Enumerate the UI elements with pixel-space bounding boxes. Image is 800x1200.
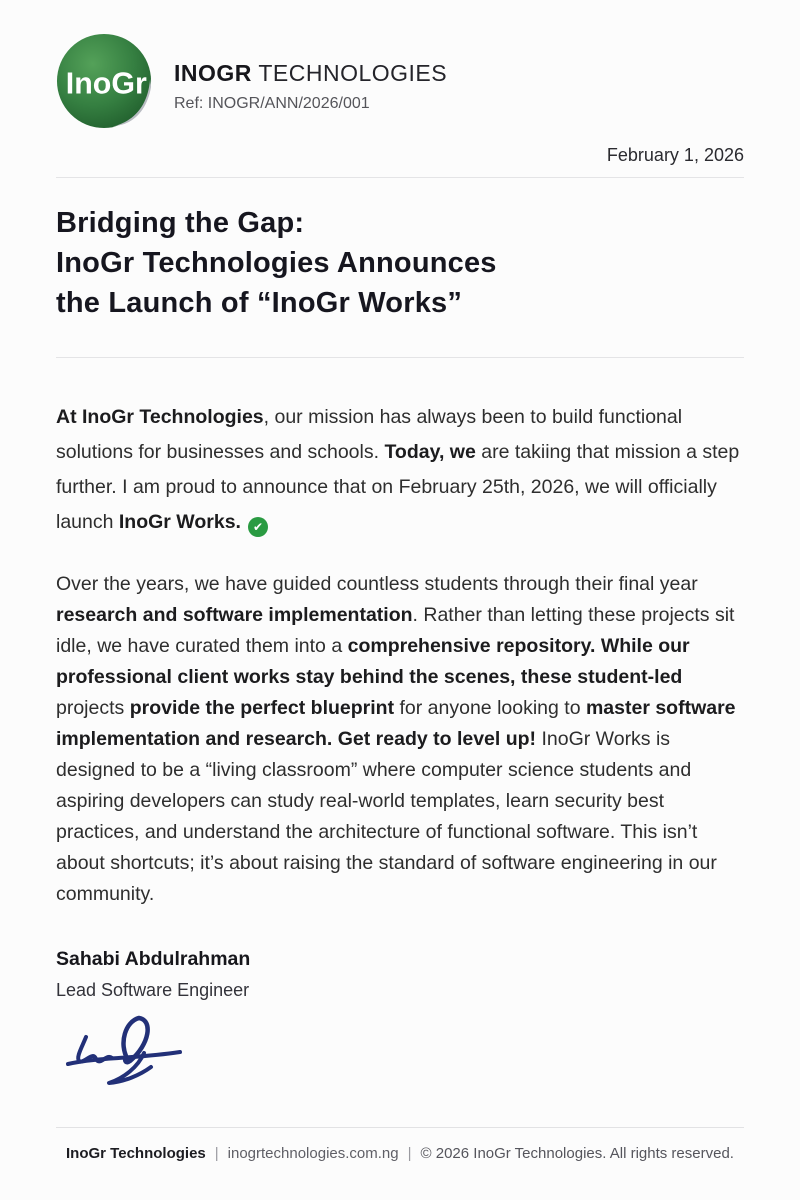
divider-under-title	[56, 357, 744, 358]
signatory-name: Sahabi Abdulrahman	[56, 948, 251, 970]
text-segment: research and software implementation	[56, 604, 413, 626]
text-segment: InoGr Works is designed to be a “living classroom” where computer science students and aspiring developers can study real-world templates, learn security best practices, and understand the architecture of functional software. This isn’t about shortcuts; it’s about raising the standard of software engineering in our community.	[56, 728, 717, 905]
text-segment: , our mission has always been to build functional solutions for businesses and schools.	[56, 406, 683, 463]
signatory-role: Lead Software Engineer	[56, 980, 250, 1000]
text-segment: for anyone looking to	[394, 697, 586, 719]
body-paragraph-1	[56, 400, 744, 540]
reference-number: Ref: INOGR/ANN/2026/001	[174, 95, 370, 112]
text-segment: Over the years, we have guided countless students through their final year	[56, 573, 698, 595]
page-footer	[56, 1127, 744, 1162]
footer-separator-1: |	[214, 1145, 219, 1162]
footer-company-name: InoGr Technologies	[66, 1145, 206, 1162]
text-segment: InoGr Works.	[118, 511, 241, 533]
company-wordmark	[174, 60, 744, 87]
text-segment: comprehensive repository. While our professional client works stay behind the scenes, these student-led	[56, 635, 690, 688]
body-paragraph-2	[56, 569, 744, 910]
signature-block	[56, 948, 744, 1094]
announcement-title	[56, 203, 744, 323]
text-segment: Today, we	[384, 441, 476, 463]
text-segment: At InoGr Technologies	[56, 406, 264, 428]
title-line-2: InoGr Technologies Announces	[56, 247, 497, 279]
handwritten-signature	[64, 1011, 744, 1094]
footer-copyright: © 2026 InoGr Technologies. All rights reserved.	[420, 1145, 734, 1162]
letter-date: February 1, 2026	[606, 145, 744, 165]
text-segment: master software implementation and research. Get ready to level up!	[56, 697, 736, 750]
divider-top	[56, 177, 744, 178]
check-circle-icon: ✔	[248, 517, 268, 537]
footer-website: inogrtechnologies.com.ng	[227, 1145, 399, 1162]
wordmark-rest: TECHNOLOGIES	[251, 60, 448, 86]
logo-text: InoGr	[65, 66, 147, 101]
company-logo-graphic	[56, 32, 154, 130]
title-line-1: Bridging the Gap:	[56, 207, 305, 239]
signature-graphic	[64, 1011, 199, 1089]
text-segment: projects	[56, 697, 130, 719]
letterhead	[56, 0, 744, 135]
company-wordmark-block	[174, 54, 744, 113]
text-segment: are takiing that mission a step further. I am proud to announce that on February 25th, 2026, we will officially launch	[56, 441, 740, 533]
footer-separator-2: |	[407, 1145, 412, 1162]
text-segment: provide the perfect blueprint	[129, 697, 395, 719]
wordmark-bold: INOGR	[174, 60, 252, 86]
text-segment: . Rather than letting these projects sit idle, we have curated them into a	[56, 604, 735, 657]
company-logo	[56, 32, 154, 135]
title-line-3: the Launch of “InoGr Works”	[56, 287, 463, 319]
